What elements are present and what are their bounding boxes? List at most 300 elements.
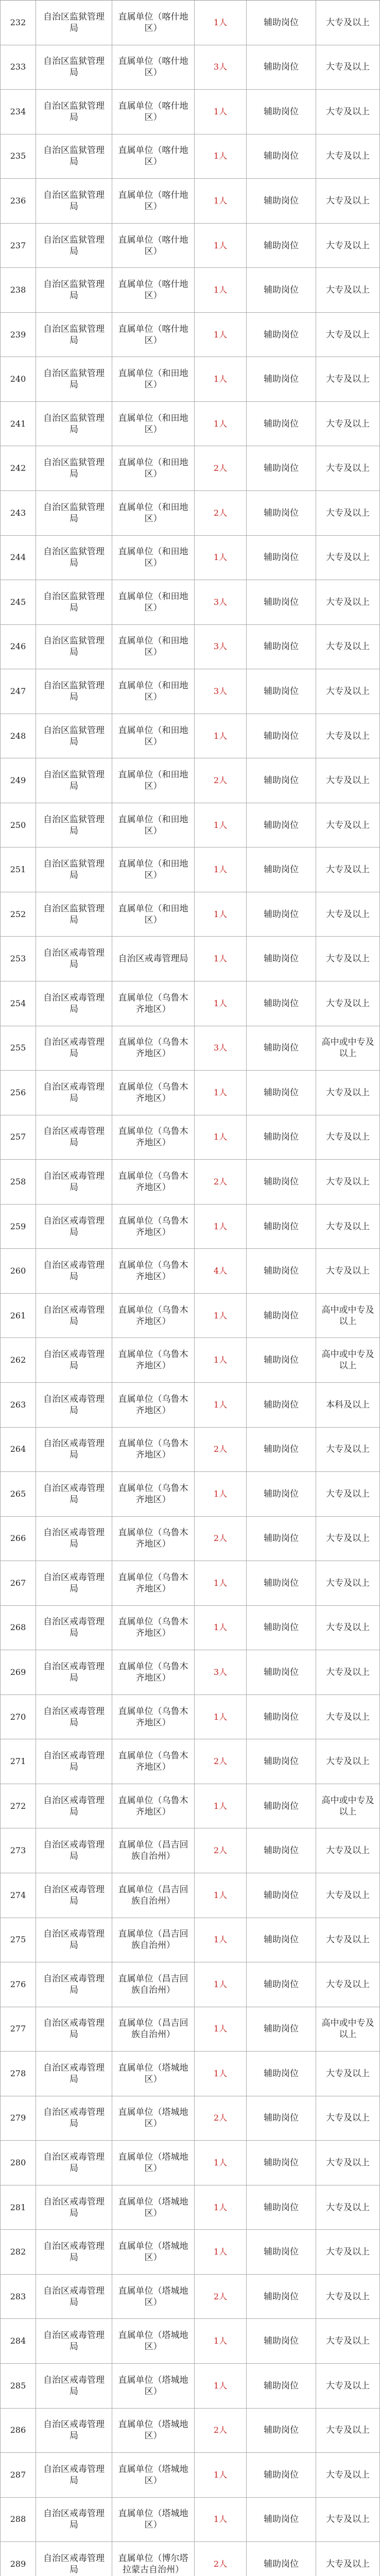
- post-unit-cell: 直属单位（昌吉回族自治州）: [112, 1828, 195, 1873]
- headcount-cell: 1人: [195, 134, 247, 179]
- post-unit-cell: 直属单位（乌鲁木齐地区）: [112, 981, 195, 1026]
- unit-name-cell: 自治区戒毒管理局: [36, 1517, 112, 1561]
- row-number-cell: 262: [0, 1338, 36, 1382]
- unit-name-cell: 自治区监狱管理局: [36, 402, 112, 446]
- post-type-cell: 辅助岗位: [247, 224, 316, 268]
- headcount-cell: 2人: [195, 1160, 247, 1204]
- post-unit-cell: 直属单位（乌鲁木齐地区）: [112, 1650, 195, 1694]
- post-type-cell: 辅助岗位: [247, 1071, 316, 1115]
- education-requirement-cell: 大专及以上: [316, 1517, 380, 1561]
- post-type-cell: 辅助岗位: [247, 1606, 316, 1650]
- row-number-cell: 270: [0, 1695, 36, 1739]
- headcount-cell: 1人: [195, 313, 247, 357]
- education-requirement-cell: 大专及以上: [316, 2096, 380, 2141]
- row-number-cell: 280: [0, 2141, 36, 2185]
- headcount-cell: 1人: [195, 1205, 247, 1249]
- post-type-cell: 辅助岗位: [247, 2409, 316, 2453]
- row-number-cell: 242: [0, 446, 36, 490]
- post-type-cell: 辅助岗位: [247, 402, 316, 446]
- post-type-cell: 辅助岗位: [247, 669, 316, 714]
- education-requirement-cell: 高中或中专及以上: [316, 2007, 380, 2052]
- headcount-cell: 1人: [195, 1472, 247, 1516]
- post-type-cell: 辅助岗位: [247, 357, 316, 401]
- post-type-cell: 辅助岗位: [247, 446, 316, 490]
- post-unit-cell: 直属单位（喀什地区）: [112, 268, 195, 312]
- education-requirement-cell: 大专及以上: [316, 1160, 380, 1204]
- table-row: [0, 1695, 380, 1740]
- post-unit-cell: 直属单位（和田地区）: [112, 714, 195, 758]
- post-type-cell: 辅助岗位: [247, 981, 316, 1026]
- table-row: [0, 1338, 380, 1383]
- education-requirement-cell: 大专及以上: [316, 1071, 380, 1115]
- table-row: [0, 1561, 380, 1606]
- unit-name-cell: 自治区监狱管理局: [36, 580, 112, 624]
- education-requirement-cell: 大专及以上: [316, 714, 380, 758]
- table-row: [0, 981, 380, 1026]
- post-unit-cell: 直属单位（和田地区）: [112, 758, 195, 803]
- unit-name-cell: 自治区戒毒管理局: [36, 1294, 112, 1338]
- post-unit-cell: 直属单位（喀什地区）: [112, 224, 195, 268]
- row-number-cell: 268: [0, 1606, 36, 1650]
- table-row: [0, 1205, 380, 1249]
- headcount-cell: 1人: [195, 2230, 247, 2274]
- post-type-cell: 辅助岗位: [247, 1383, 316, 1427]
- headcount-cell: 4人: [195, 1249, 247, 1293]
- headcount-cell: 2人: [195, 446, 247, 490]
- headcount-cell: 2人: [195, 2275, 247, 2319]
- row-number-cell: 253: [0, 937, 36, 981]
- table-row: [0, 714, 380, 759]
- row-number-cell: 271: [0, 1739, 36, 1784]
- post-type-cell: 辅助岗位: [247, 1472, 316, 1516]
- education-requirement-cell: 大专及以上: [316, 2185, 380, 2230]
- education-requirement-cell: 大专及以上: [316, 1828, 380, 1873]
- post-type-cell: 辅助岗位: [247, 2185, 316, 2230]
- headcount-cell: 1人: [195, 357, 247, 401]
- post-unit-cell: 直属单位（喀什地区）: [112, 90, 195, 134]
- post-unit-cell: 直属单位（塔城地区）: [112, 2185, 195, 2230]
- post-unit-cell: 直属单位（昌吉回族自治州）: [112, 2007, 195, 2052]
- post-type-cell: 辅助岗位: [247, 1294, 316, 1338]
- table-row: [0, 2052, 380, 2096]
- row-number-cell: 274: [0, 1873, 36, 1918]
- post-type-cell: 辅助岗位: [247, 1160, 316, 1204]
- education-requirement-cell: 大专及以上: [316, 1650, 380, 1694]
- post-type-cell: 辅助岗位: [247, 2007, 316, 2052]
- row-number-cell: 276: [0, 1962, 36, 2007]
- education-requirement-cell: 大专及以上: [316, 536, 380, 580]
- education-requirement-cell: 大专及以上: [316, 1739, 380, 1784]
- unit-name-cell: 自治区监狱管理局: [36, 491, 112, 535]
- unit-name-cell: 自治区监狱管理局: [36, 1, 112, 45]
- row-number-cell: 240: [0, 357, 36, 401]
- education-requirement-cell: 大专及以上: [316, 848, 380, 892]
- education-requirement-cell: 大专及以上: [316, 2275, 380, 2319]
- headcount-cell: 1人: [195, 2052, 247, 2096]
- row-number-cell: 257: [0, 1115, 36, 1160]
- table-row: [0, 2542, 380, 2576]
- row-number-cell: 278: [0, 2052, 36, 2096]
- headcount-cell: 1人: [195, 2453, 247, 2497]
- table-row: [0, 1249, 380, 1294]
- headcount-cell: 1人: [195, 2185, 247, 2230]
- headcount-cell: 2人: [195, 1428, 247, 1472]
- post-type-cell: 辅助岗位: [247, 1338, 316, 1382]
- post-type-cell: 辅助岗位: [247, 2230, 316, 2274]
- headcount-cell: 1人: [195, 1784, 247, 1828]
- headcount-cell: 2人: [195, 758, 247, 803]
- row-number-cell: 261: [0, 1294, 36, 1338]
- post-unit-cell: 直属单位（和田地区）: [112, 536, 195, 580]
- post-unit-cell: 直属单位（和田地区）: [112, 625, 195, 669]
- headcount-cell: 1人: [195, 268, 247, 312]
- headcount-cell: 1人: [195, 937, 247, 981]
- headcount-cell: 1人: [195, 402, 247, 446]
- table-row: [0, 268, 380, 313]
- headcount-cell: 1人: [195, 2319, 247, 2363]
- row-number-cell: 272: [0, 1784, 36, 1828]
- education-requirement-cell: 大专及以上: [316, 224, 380, 268]
- post-unit-cell: 直属单位（乌鲁木齐地区）: [112, 1160, 195, 1204]
- headcount-cell: 3人: [195, 625, 247, 669]
- headcount-cell: 2人: [195, 1517, 247, 1561]
- post-type-cell: 辅助岗位: [247, 714, 316, 758]
- post-unit-cell: 直属单位（昌吉回族自治州）: [112, 1873, 195, 1918]
- table-row: [0, 2230, 380, 2275]
- row-number-cell: 252: [0, 892, 36, 937]
- post-type-cell: 辅助岗位: [247, 1428, 316, 1472]
- post-type-cell: 辅助岗位: [247, 2275, 316, 2319]
- education-requirement-cell: 大专及以上: [316, 1, 380, 45]
- headcount-cell: 1人: [195, 1294, 247, 1338]
- headcount-cell: 2人: [195, 1828, 247, 1873]
- education-requirement-cell: 大专及以上: [316, 580, 380, 624]
- table-row: [0, 357, 380, 402]
- row-number-cell: 279: [0, 2096, 36, 2141]
- row-number-cell: 277: [0, 2007, 36, 2052]
- table-row: [0, 1918, 380, 1963]
- headcount-cell: 3人: [195, 669, 247, 714]
- row-number-cell: 259: [0, 1205, 36, 1249]
- headcount-cell: 1人: [195, 1962, 247, 2007]
- post-unit-cell: 直属单位（塔城地区）: [112, 2230, 195, 2274]
- table-row: [0, 402, 380, 447]
- unit-name-cell: 自治区监狱管理局: [36, 669, 112, 714]
- post-type-cell: 辅助岗位: [247, 536, 316, 580]
- post-unit-cell: 直属单位（乌鲁木齐地区）: [112, 1561, 195, 1605]
- table-row: [0, 1071, 380, 1115]
- headcount-cell: 1人: [195, 1695, 247, 1739]
- post-unit-cell: 直属单位（乌鲁木齐地区）: [112, 1739, 195, 1784]
- education-requirement-cell: 大专及以上: [316, 357, 380, 401]
- post-type-cell: 辅助岗位: [247, 2364, 316, 2408]
- post-unit-cell: 直属单位（塔城地区）: [112, 2096, 195, 2141]
- row-number-cell: 266: [0, 1517, 36, 1561]
- table-row: [0, 1026, 380, 1071]
- unit-name-cell: 自治区戒毒管理局: [36, 2364, 112, 2408]
- post-unit-cell: 直属单位（塔城地区）: [112, 2319, 195, 2363]
- unit-name-cell: 自治区监狱管理局: [36, 446, 112, 490]
- unit-name-cell: 自治区戒毒管理局: [36, 2319, 112, 2363]
- education-requirement-cell: 大专及以上: [316, 1205, 380, 1249]
- post-type-cell: 辅助岗位: [247, 1026, 316, 1071]
- unit-name-cell: 自治区监狱管理局: [36, 45, 112, 90]
- row-number-cell: 255: [0, 1026, 36, 1071]
- post-unit-cell: 直属单位（塔城地区）: [112, 2498, 195, 2542]
- education-requirement-cell: 大专及以上: [316, 1428, 380, 1472]
- unit-name-cell: 自治区监狱管理局: [36, 892, 112, 937]
- unit-name-cell: 自治区监狱管理局: [36, 848, 112, 892]
- table-row: [0, 2141, 380, 2185]
- table-row: [0, 1, 380, 45]
- row-number-cell: 285: [0, 2364, 36, 2408]
- row-number-cell: 251: [0, 848, 36, 892]
- table-row: [0, 580, 380, 625]
- education-requirement-cell: 大专及以上: [316, 981, 380, 1026]
- unit-name-cell: 自治区戒毒管理局: [36, 1695, 112, 1739]
- headcount-cell: 1人: [195, 1, 247, 45]
- post-type-cell: 辅助岗位: [247, 268, 316, 312]
- education-requirement-cell: 大专及以上: [316, 179, 380, 223]
- post-type-cell: 辅助岗位: [247, 1873, 316, 1918]
- unit-name-cell: 自治区监狱管理局: [36, 803, 112, 848]
- post-type-cell: 辅助岗位: [247, 2319, 316, 2363]
- post-type-cell: 辅助岗位: [247, 1828, 316, 1873]
- unit-name-cell: 自治区戒毒管理局: [36, 2275, 112, 2319]
- education-requirement-cell: 大专及以上: [316, 491, 380, 535]
- headcount-cell: 2人: [195, 1739, 247, 1784]
- table-row: [0, 1784, 380, 1829]
- table-row: [0, 1962, 380, 2007]
- row-number-cell: 245: [0, 580, 36, 624]
- row-number-cell: 267: [0, 1561, 36, 1605]
- education-requirement-cell: 大专及以上: [316, 2409, 380, 2453]
- table-row: [0, 45, 380, 90]
- post-type-cell: 辅助岗位: [247, 1517, 316, 1561]
- post-unit-cell: 自治区戒毒管理局: [112, 937, 195, 981]
- post-type-cell: 辅助岗位: [247, 2096, 316, 2141]
- post-unit-cell: 直属单位（和田地区）: [112, 803, 195, 848]
- headcount-cell: 1人: [195, 1873, 247, 1918]
- unit-name-cell: 自治区戒毒管理局: [36, 981, 112, 1026]
- table-row: [0, 1517, 380, 1562]
- unit-name-cell: 自治区监狱管理局: [36, 268, 112, 312]
- post-unit-cell: 直属单位（乌鲁木齐地区）: [112, 1517, 195, 1561]
- headcount-cell: 1人: [195, 90, 247, 134]
- unit-name-cell: 自治区戒毒管理局: [36, 2230, 112, 2274]
- table-row: [0, 2409, 380, 2453]
- row-number-cell: 282: [0, 2230, 36, 2274]
- table-row: [0, 937, 380, 981]
- unit-name-cell: 自治区戒毒管理局: [36, 937, 112, 981]
- headcount-cell: 1人: [195, 1071, 247, 1115]
- post-unit-cell: 直属单位（和田地区）: [112, 491, 195, 535]
- post-type-cell: 辅助岗位: [247, 1784, 316, 1828]
- post-type-cell: 辅助岗位: [247, 1, 316, 45]
- education-requirement-cell: 大专及以上: [316, 1249, 380, 1293]
- table-row: [0, 1472, 380, 1517]
- unit-name-cell: 自治区戒毒管理局: [36, 2453, 112, 2497]
- row-number-cell: 241: [0, 402, 36, 446]
- unit-name-cell: 自治区监狱管理局: [36, 134, 112, 179]
- table-row: [0, 1828, 380, 1873]
- table-row: [0, 1115, 380, 1160]
- unit-name-cell: 自治区戒毒管理局: [36, 1828, 112, 1873]
- unit-name-cell: 自治区戒毒管理局: [36, 1739, 112, 1784]
- headcount-cell: 1人: [195, 2007, 247, 2052]
- headcount-cell: 1人: [195, 1606, 247, 1650]
- education-requirement-cell: 大专及以上: [316, 1873, 380, 1918]
- education-requirement-cell: 大专及以上: [316, 758, 380, 803]
- row-number-cell: 238: [0, 268, 36, 312]
- row-number-cell: 233: [0, 45, 36, 90]
- education-requirement-cell: 高中或中专及以上: [316, 1338, 380, 1382]
- table-row: [0, 2319, 380, 2364]
- row-number-cell: 243: [0, 491, 36, 535]
- table-row: [0, 1160, 380, 1205]
- row-number-cell: 287: [0, 2453, 36, 2497]
- unit-name-cell: 自治区戒毒管理局: [36, 1115, 112, 1160]
- post-type-cell: 辅助岗位: [247, 625, 316, 669]
- post-type-cell: 辅助岗位: [247, 848, 316, 892]
- unit-name-cell: 自治区戒毒管理局: [36, 1428, 112, 1472]
- table-row: [0, 446, 380, 491]
- row-number-cell: 288: [0, 2498, 36, 2542]
- post-type-cell: 辅助岗位: [247, 1249, 316, 1293]
- row-number-cell: 265: [0, 1472, 36, 1516]
- post-unit-cell: 直属单位（乌鲁木齐地区）: [112, 1472, 195, 1516]
- education-requirement-cell: 大专及以上: [316, 937, 380, 981]
- table-row: [0, 224, 380, 268]
- post-unit-cell: 直属单位（乌鲁木齐地区）: [112, 1071, 195, 1115]
- post-unit-cell: 直属单位（喀什地区）: [112, 134, 195, 179]
- headcount-cell: 1人: [195, 1561, 247, 1605]
- headcount-cell: 1人: [195, 714, 247, 758]
- row-number-cell: 281: [0, 2185, 36, 2230]
- post-unit-cell: 直属单位（喀什地区）: [112, 179, 195, 223]
- unit-name-cell: 自治区戒毒管理局: [36, 2409, 112, 2453]
- headcount-cell: 1人: [195, 803, 247, 848]
- unit-name-cell: 自治区戒毒管理局: [36, 1071, 112, 1115]
- post-unit-cell: 直属单位（塔城地区）: [112, 2141, 195, 2185]
- post-unit-cell: 直属单位（乌鲁木齐地区）: [112, 1205, 195, 1249]
- post-type-cell: 辅助岗位: [247, 90, 316, 134]
- post-unit-cell: 直属单位（乌鲁木齐地区）: [112, 1338, 195, 1382]
- unit-name-cell: 自治区戒毒管理局: [36, 1472, 112, 1516]
- table-row: [0, 625, 380, 670]
- table-row: [0, 1606, 380, 1651]
- education-requirement-cell: 大专及以上: [316, 45, 380, 90]
- education-requirement-cell: 大专及以上: [316, 268, 380, 312]
- education-requirement-cell: 大专及以上: [316, 313, 380, 357]
- row-number-cell: 247: [0, 669, 36, 714]
- headcount-cell: 3人: [195, 1026, 247, 1071]
- unit-name-cell: 自治区戒毒管理局: [36, 1918, 112, 1962]
- table-row: [0, 491, 380, 536]
- headcount-cell: 1人: [195, 2498, 247, 2542]
- post-type-cell: 辅助岗位: [247, 1918, 316, 1962]
- row-number-cell: 235: [0, 134, 36, 179]
- post-unit-cell: 直属单位（喀什地区）: [112, 45, 195, 90]
- post-unit-cell: 直属单位（和田地区）: [112, 446, 195, 490]
- row-number-cell: 236: [0, 179, 36, 223]
- unit-name-cell: 自治区戒毒管理局: [36, 1205, 112, 1249]
- headcount-cell: 2人: [195, 2409, 247, 2453]
- headcount-cell: 1人: [195, 1115, 247, 1160]
- table-row: [0, 1294, 380, 1338]
- row-number-cell: 254: [0, 981, 36, 1026]
- post-unit-cell: 直属单位（博尔塔拉蒙古自治州）: [112, 2542, 195, 2576]
- post-unit-cell: 直属单位（昌吉回族自治州）: [112, 1918, 195, 1962]
- row-number-cell: 264: [0, 1428, 36, 1472]
- row-number-cell: 237: [0, 224, 36, 268]
- unit-name-cell: 自治区戒毒管理局: [36, 2498, 112, 2542]
- education-requirement-cell: 大专及以上: [316, 2364, 380, 2408]
- table-row: [0, 2364, 380, 2409]
- row-number-cell: 273: [0, 1828, 36, 1873]
- post-type-cell: 辅助岗位: [247, 1115, 316, 1160]
- table-row: [0, 758, 380, 803]
- table-row: [0, 2096, 380, 2141]
- unit-name-cell: 自治区戒毒管理局: [36, 1606, 112, 1650]
- education-requirement-cell: 大专及以上: [316, 2453, 380, 2497]
- post-type-cell: 辅助岗位: [247, 2453, 316, 2497]
- unit-name-cell: 自治区戒毒管理局: [36, 2542, 112, 2576]
- education-requirement-cell: 大专及以上: [316, 446, 380, 490]
- post-type-cell: 辅助岗位: [247, 2141, 316, 2185]
- post-type-cell: 辅助岗位: [247, 1205, 316, 1249]
- education-requirement-cell: 大专及以上: [316, 1115, 380, 1160]
- education-requirement-cell: 大专及以上: [316, 1472, 380, 1516]
- unit-name-cell: 自治区监狱管理局: [36, 224, 112, 268]
- table-row: [0, 2185, 380, 2230]
- education-requirement-cell: 大专及以上: [316, 90, 380, 134]
- post-unit-cell: 直属单位（乌鲁木齐地区）: [112, 1026, 195, 1071]
- post-unit-cell: 直属单位（乌鲁木齐地区）: [112, 1606, 195, 1650]
- table-row: [0, 2275, 380, 2319]
- row-number-cell: 249: [0, 758, 36, 803]
- post-unit-cell: 直属单位（和田地区）: [112, 848, 195, 892]
- table-row: [0, 536, 380, 581]
- unit-name-cell: 自治区戒毒管理局: [36, 1383, 112, 1427]
- post-unit-cell: 直属单位（乌鲁木齐地区）: [112, 1695, 195, 1739]
- headcount-cell: 2人: [195, 2096, 247, 2141]
- unit-name-cell: 自治区戒毒管理局: [36, 1561, 112, 1605]
- post-unit-cell: 直属单位（乌鲁木齐地区）: [112, 1249, 195, 1293]
- education-requirement-cell: 大专及以上: [316, 1918, 380, 1962]
- unit-name-cell: 自治区监狱管理局: [36, 714, 112, 758]
- row-number-cell: 248: [0, 714, 36, 758]
- education-requirement-cell: 大专及以上: [316, 2319, 380, 2363]
- row-number-cell: 289: [0, 2542, 36, 2576]
- education-requirement-cell: 大专及以上: [316, 134, 380, 179]
- table-row: [0, 892, 380, 937]
- post-type-cell: 辅助岗位: [247, 937, 316, 981]
- education-requirement-cell: 高中或中专及以上: [316, 1294, 380, 1338]
- row-number-cell: 239: [0, 313, 36, 357]
- row-number-cell: 284: [0, 2319, 36, 2363]
- table-row: [0, 1650, 380, 1695]
- unit-name-cell: 自治区监狱管理局: [36, 758, 112, 803]
- post-unit-cell: 直属单位（昌吉回族自治州）: [112, 1962, 195, 2007]
- row-number-cell: 286: [0, 2409, 36, 2453]
- unit-name-cell: 自治区戒毒管理局: [36, 2052, 112, 2096]
- education-requirement-cell: 大专及以上: [316, 2230, 380, 2274]
- unit-name-cell: 自治区监狱管理局: [36, 90, 112, 134]
- unit-name-cell: 自治区戒毒管理局: [36, 1784, 112, 1828]
- table-row: [0, 2453, 380, 2498]
- post-unit-cell: 直属单位（塔城地区）: [112, 2409, 195, 2453]
